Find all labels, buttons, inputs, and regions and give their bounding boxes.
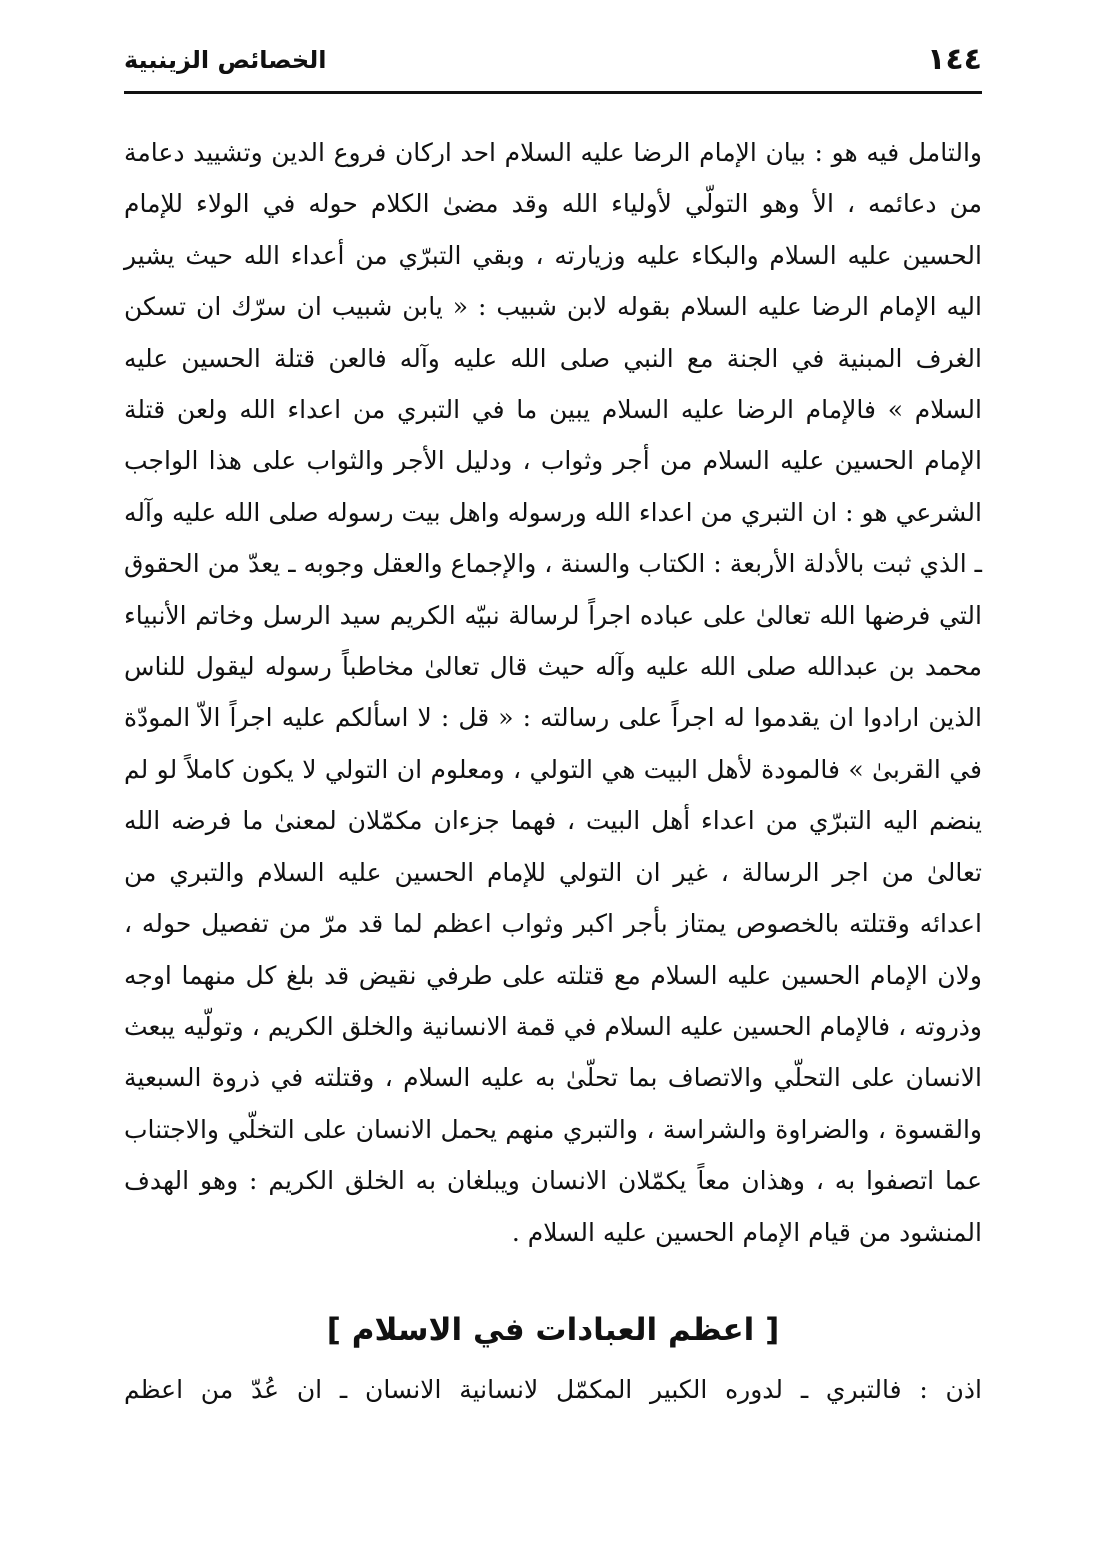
main-paragraph: والتامل فيه هو : بيان الإمام الرضا عليه السلام احد اركان فروع الدين وتشييد دعامة من دعائمه ، الأ وهو التولّي لأولياء الله وقد مضىٰ الكلام حوله في الولاء للإمام الحسين عليه السلام والبكاء عليه وزيارته ، وبقي التبرّي من أعداء الله حيث يشير اليه الإمام الرضا عليه السلام بقوله لابن شبيب : « يابن شبيب ان سرّك ان تسكن الغرف المبنية في الجنة مع النبي صلى الله عليه وآله فالعن قتلة الحسين عليه السلام » فالإمام الرضا عليه السلام يبين ما في التبري من اعداء الله ولعن قتلة الإمام الحسين عليه السلام من أجر وثواب ، ودليل الأجر والثواب على هذا الواجب الشرعي هو : ان التبري من اعداء الله ورسوله واهل بيت رسوله صلى الله عليه وآله ـ الذي ثبت بالأدلة الأربعة : الكتاب والسنة ، والإجماع والعقل وجوبه ـ يعدّ من الحقوق التي فرضها الله تعالىٰ على عباده اجراً لرسالة نبيّه الكريم سيد الرسل وخاتم الأنبياء محمد بن عبدالله صلى الله عليه وآله حيث قال تعالىٰ مخاطباً رسوله ليقول للناس الذين ارادوا ان يقدموا له اجراً على رسالته : « قل : لا اسألكم عليه اجراً الاّ المودّة في القربىٰ » فالمودة لأهل البيت هي التولي ، ومعلوم ان التولي لا يكون كاملاً لو لم ينضم اليه التبرّي من اعداء أهل البيت ، فهما جزءان مكمّلان لمعنىٰ ما فرضه الله تعالىٰ من اجر الرسالة ، غير ان التولي للإمام الحسين عليه السلام والتبري من اعدائه وقتلته بالخصوص يمتاز بأجر اكبر وثواب اعظم لما قد مرّ من تفصيل حوله ، ولان الإمام الحسين عليه السلام مع قتلته على طرفي نقيض قد بلغ كل منهما اوجه وذروته ، فالإمام الحسين عليه السلام في قمة الانسانية والخلق الكريم ، وتولّيه يبعث الانسان على التحلّي والاتصاف بما تحلّىٰ به عليه السلام ، وقتلته في ذروة السبعية والقسوة ، والضراوة والشراسة ، والتبري منهم يحمل الانسان على التخلّي والاجتناب عما اتصفوا به ، وهذان معاً يكمّلان الانسان ويبلغان به الخلق الكريم : وهو الهدف المنشود من قيام الإمام الحسين عليه السلام . — [124, 138, 983, 1247]
header-divider — [124, 91, 982, 94]
running-title: الخصائص الزينبية — [124, 46, 327, 74]
page-number: ١٤٤ — [927, 42, 982, 77]
section-first-line: اذن : فالتبري ـ لدوره الكبير المكمّل لانسانية الانسان ـ ان عُدّ من اعظم — [124, 1375, 982, 1404]
page-header — [124, 38, 982, 86]
section-heading: [ اعظم العبادات في الاسلام ] — [326, 1312, 780, 1348]
